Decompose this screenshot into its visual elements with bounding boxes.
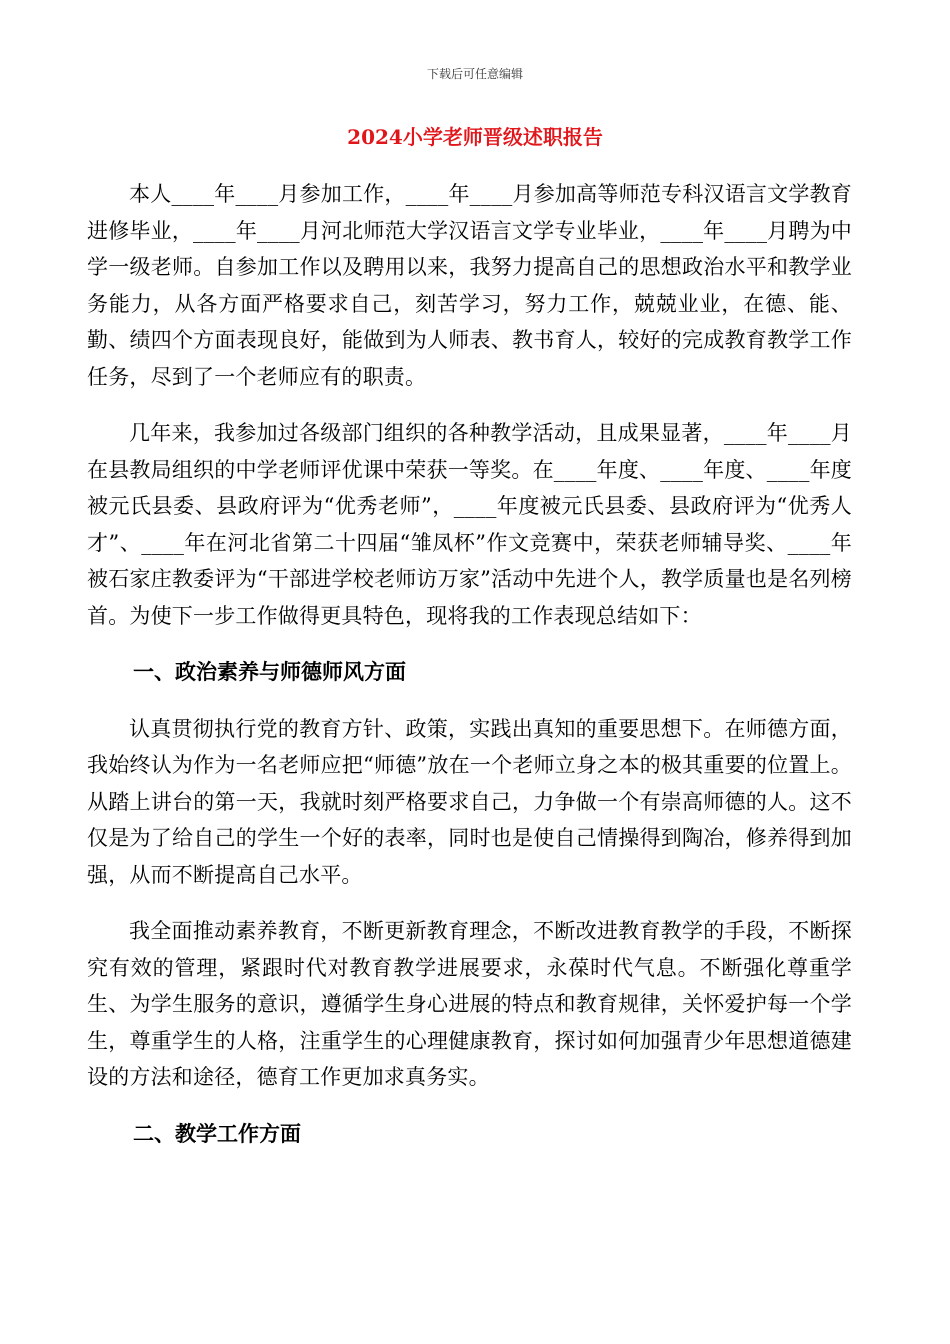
paragraph-achievements: 几年来，我参加过各级部门组织的各种教学活动，且成果显著，____年____月在县教局组织的中学老师评优课中荣获一等奖。在____年度、____年度、____年度被元氏县委、县政府评为“优秀老师”，____年度被元氏县委、县政府评为“优秀人才”、____年在河北省第二十四届“雏凤杯”作文竞赛中，荣获老师辅导奖、____年被石家庄教委评为“干部进学校老师访万家”活动中先进个人，教学质量也是名列榜首。为使下一步工作做得更具特色，现将我的工作表现总结如下： [87, 421, 852, 628]
header-note: 下载后可任意编辑 [426, 67, 523, 81]
paragraph-intro: 本人____年____月参加工作，____年____月参加高等师范专科汉语言文学教育进修毕业，____年____月河北师范大学汉语言文学专业毕业，____年____月聘为中学一级老师。自参加工作以及聘用以来，我努力提高自己的思想政治水平和教学业务能力，从各方面严格要求自己，刻苦学习，努力工作，兢兢业业，在德、能、勤、绩四个方面表现良好，能做到为人师表、教书育人，较好的完成教育教学工作任务，尽到了一个老师应有的职责。 [87, 182, 852, 389]
document-title: 2024小学老师晋级述职报告 [347, 125, 603, 149]
paragraph-ethics: 认真贯彻执行党的教育方针、政策，实践出真知的重要思想下。在师德方面，我始终认为作为一名老师应把“师德”放在一个老师立身之本的极其重要的位置上。从踏上讲台的第一天，我就时刻严格要求自己，力争做一个有崇高师德的人。这不仅是为了给自己的学生一个好的表率，同时也是使自己情操得到陶冶，修养得到加强，从而不断提高自己水平。 [87, 716, 852, 887]
document-body [87, 176, 852, 1152]
section-heading-teaching: 二、教学工作方面 [133, 1120, 301, 1146]
paragraph-quality-education: 我全面推动素养教育，不断更新教育理念，不断改进教育教学的手段，不断探究有效的管理，紧跟时代对教育教学进展要求，永葆时代气息。不断强化尊重学生、为学生服务的意识，遵循学生身心进展的特点和教育规律，关怀爱护每一个学生，尊重学生的人格，注重学生的心理健康教育，探讨如何加强青少年思想道德建设的方法和途径，德育工作更加求真务实。 [87, 919, 852, 1089]
section-heading-political: 一、政治素养与师德师风方面 [133, 659, 406, 684]
